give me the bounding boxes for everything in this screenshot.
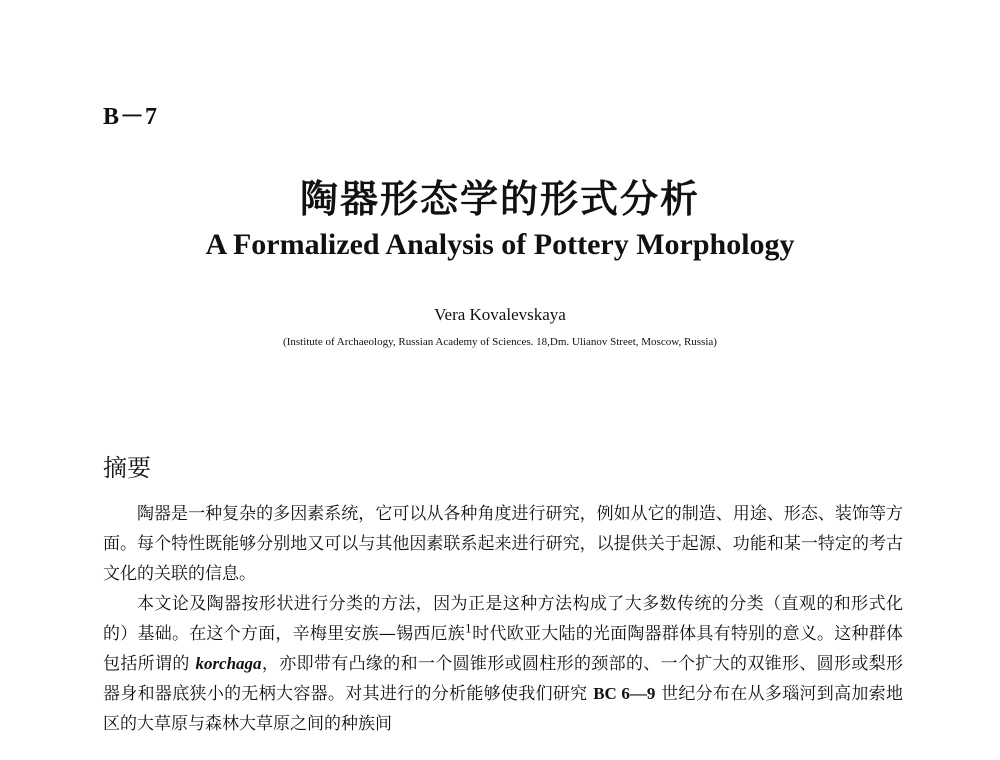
abstract-paragraph-2 (103, 589, 903, 739)
chinese-title: 陶器形态学的形式分析 (299, 176, 700, 221)
era-range: BC 6—9 (593, 684, 656, 703)
author-name: Vera Kovalevskaya (434, 305, 566, 324)
korchaga-term: korchaga (195, 654, 262, 673)
paper-code: B－7 (103, 104, 159, 130)
abstract-paragraph-1: 陶器是一种复杂的多因素系统，它可以从各种角度进行研究，例如从它的制造、用途、形态、装饰等方面。每个特性既能够分别地又可以与其他因素联系起来进行研究，以提供关于起源、功能和某一特定的考古文化的关联的信息。 (103, 504, 903, 584)
abstract-heading: 摘要 (103, 454, 151, 482)
author-affiliation: (Institute of Archaeology, Russian Academy of Sciences. 18,Dm. Ulianov Street, Moscow, Russia) (283, 336, 717, 348)
abstract-body (103, 499, 903, 739)
english-title: A Formalized Analysis of Pottery Morphology (205, 228, 795, 261)
paragraph-2-text-c: ，亦即带有凸缘的和一个圆锥形或圆柱形的颈部的、一个扩大的双锥形、圆形或梨形器身和器底狭小的无柄大容器。对其进行的分析能够使我们研究 (103, 654, 904, 704)
paragraph-2-text-d: 世纪分布在从多瑙河到高加索地区的大草原与森林大草原之间的种族间 (103, 684, 904, 734)
paragraph-2-text-b: 时代欧亚大陆的光面陶器群体具有特别的意义。这种群体包括所谓的 (103, 624, 904, 674)
paragraph-2-text-a: 本文论及陶器按形状进行分类的方法，因为正是这种方法构成了大多数传统的分类（直观的和形式化的）基础。在这个方面，辛梅里安族—锡西厄族 (103, 594, 903, 644)
footnote-marker: 1 (465, 622, 473, 636)
